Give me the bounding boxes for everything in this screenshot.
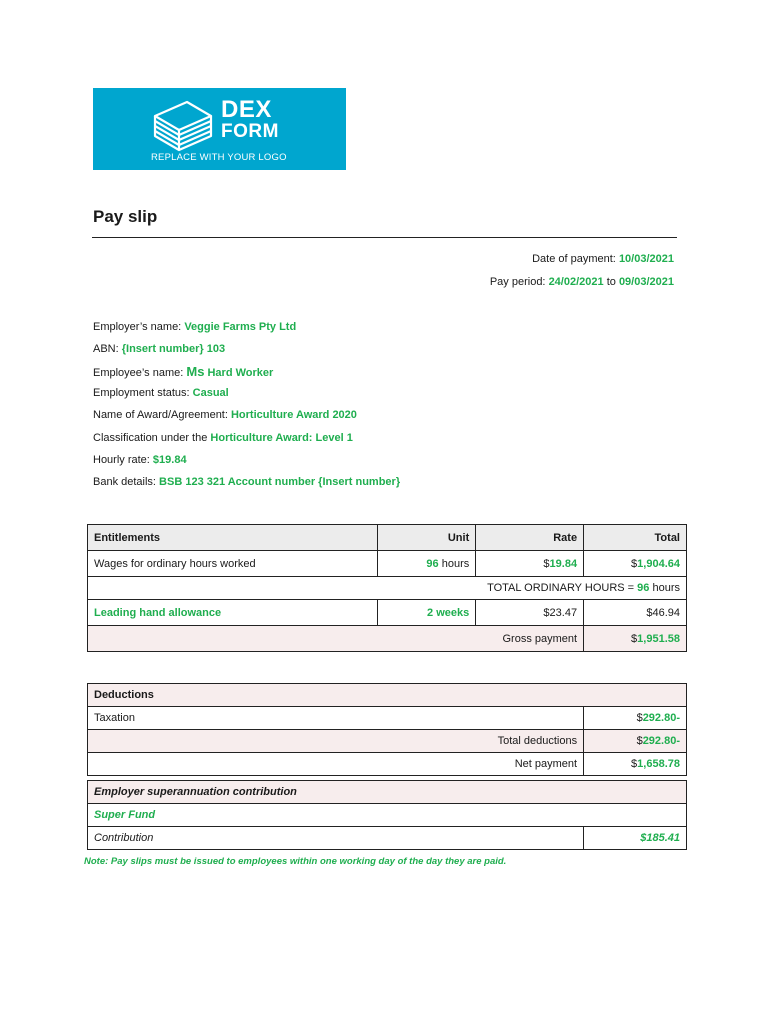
total-hours-number: 96 bbox=[637, 582, 650, 594]
abn-value: {Insert number} 103 bbox=[121, 343, 226, 355]
net-payment-row bbox=[88, 753, 687, 776]
title-divider bbox=[92, 237, 677, 238]
net-payment-number: 1,658.78 bbox=[637, 758, 680, 770]
hourly-rate-value: $19.84 bbox=[152, 454, 187, 466]
total-hours-label: TOTAL ORDINARY HOURS = bbox=[487, 582, 635, 594]
taxation-row bbox=[88, 707, 687, 730]
gross-row bbox=[88, 626, 687, 652]
total-deductions-symbol: $ bbox=[636, 735, 643, 747]
allowance-row bbox=[88, 600, 687, 626]
pay-period-to: to bbox=[606, 276, 616, 288]
bank-line bbox=[93, 476, 400, 488]
logo-tagline: REPLACE WITH YOUR LOGO bbox=[151, 152, 287, 163]
classification-value: Horticulture Award: Level 1 bbox=[210, 432, 353, 444]
contribution-row bbox=[88, 827, 687, 850]
abn-line bbox=[93, 343, 225, 355]
gross-symbol: $ bbox=[631, 632, 638, 645]
logo-text-line2: FORM bbox=[221, 121, 279, 142]
superannuation-table bbox=[87, 780, 687, 850]
status-label: Employment status: bbox=[93, 387, 190, 399]
status-value: Casual bbox=[192, 387, 229, 399]
pay-period-line bbox=[490, 276, 674, 288]
wages-unit-number: 96 bbox=[426, 557, 439, 570]
wages-total-number: 1,904.64 bbox=[637, 557, 680, 570]
footer-note: Note: Pay slips must be issued to employees within one working day of the day they are paid. bbox=[84, 856, 507, 867]
wages-total bbox=[584, 551, 687, 577]
payment-date-line bbox=[532, 253, 674, 265]
hourly-rate-line bbox=[93, 454, 187, 466]
employer-label: Employer’s name: bbox=[93, 321, 182, 333]
wages-unit-text: hours bbox=[441, 557, 470, 570]
classification-label: Classification under the bbox=[93, 432, 208, 444]
award-label: Name of Award/Agreement: bbox=[93, 409, 228, 421]
award-value: Horticulture Award 2020 bbox=[230, 409, 357, 421]
net-payment-label: Net payment bbox=[88, 753, 584, 776]
total-deductions-label: Total deductions bbox=[88, 730, 584, 753]
paper-stack-icon bbox=[151, 96, 215, 152]
total-deductions-row bbox=[88, 730, 687, 753]
employee-title: Ms bbox=[186, 364, 205, 379]
contribution-label: Contribution bbox=[88, 827, 584, 850]
wages-rate bbox=[476, 551, 584, 577]
total-hours-cell bbox=[88, 577, 687, 600]
wages-rate-number: 19.84 bbox=[549, 557, 578, 570]
payment-date-value: 10/03/2021 bbox=[618, 253, 674, 265]
net-payment-symbol: $ bbox=[631, 758, 638, 770]
logo-text-line1: DEX bbox=[221, 96, 272, 123]
classification-line bbox=[93, 432, 353, 444]
taxation-number: 292.80- bbox=[642, 712, 680, 724]
page-title: Pay slip bbox=[93, 207, 158, 226]
allowance-rate: $23.47 bbox=[476, 600, 584, 626]
entitlements-header: Entitlements bbox=[88, 525, 378, 551]
super-header-row bbox=[88, 781, 687, 804]
employer-value: Veggie Farms Pty Ltd bbox=[184, 321, 297, 333]
abn-label: ABN: bbox=[93, 343, 119, 355]
payment-date-label: Date of payment: bbox=[532, 253, 616, 265]
entitlements-table bbox=[87, 524, 687, 652]
employee-line bbox=[93, 364, 273, 379]
total-deductions-number: 292.80- bbox=[642, 735, 680, 747]
gross-number: 1,951.58 bbox=[637, 632, 680, 645]
bank-label: Bank details: bbox=[93, 476, 156, 488]
allowance-label: Leading hand allowance bbox=[88, 600, 378, 626]
wages-rate-symbol: $ bbox=[543, 557, 550, 570]
bank-value: BSB 123 321 Account number {Insert number} bbox=[159, 476, 401, 488]
deductions-header-row bbox=[88, 684, 687, 707]
employee-label: Employee’s name: bbox=[93, 367, 184, 379]
taxation-symbol: $ bbox=[636, 712, 643, 724]
allowance-total: $46.94 bbox=[584, 600, 687, 626]
allowance-unit: 2 weeks bbox=[378, 600, 476, 626]
pay-period-label: Pay period: bbox=[489, 276, 546, 288]
wages-unit bbox=[378, 551, 476, 577]
total-hours-row bbox=[88, 577, 687, 600]
award-line bbox=[93, 409, 357, 421]
status-line bbox=[93, 387, 229, 399]
contribution-value: $185.41 bbox=[584, 827, 687, 850]
wages-label: Wages for ordinary hours worked bbox=[88, 551, 378, 577]
gross-value bbox=[584, 626, 687, 652]
deductions-header: Deductions bbox=[88, 684, 687, 707]
gross-label: Gross payment bbox=[88, 626, 584, 652]
rate-header: Rate bbox=[476, 525, 584, 551]
employer-line bbox=[93, 321, 296, 333]
wages-row bbox=[88, 551, 687, 577]
taxation-value bbox=[584, 707, 687, 730]
pay-period-end: 09/03/2021 bbox=[618, 276, 674, 288]
total-hours-unit: hours bbox=[652, 582, 680, 594]
super-fund-row bbox=[88, 804, 687, 827]
entitlements-header-row bbox=[88, 525, 687, 551]
total-header: Total bbox=[584, 525, 687, 551]
net-payment-value bbox=[584, 753, 687, 776]
deductions-table bbox=[87, 683, 687, 776]
hourly-rate-label: Hourly rate: bbox=[93, 454, 150, 466]
employee-value: Hard Worker bbox=[207, 367, 274, 379]
company-logo bbox=[93, 88, 346, 170]
taxation-label: Taxation bbox=[88, 707, 584, 730]
wages-total-symbol: $ bbox=[631, 557, 638, 570]
super-fund: Super Fund bbox=[88, 804, 687, 827]
pay-period-start: 24/02/2021 bbox=[548, 276, 604, 288]
total-deductions-value bbox=[584, 730, 687, 753]
super-header: Employer superannuation contribution bbox=[88, 781, 687, 804]
unit-header: Unit bbox=[378, 525, 476, 551]
